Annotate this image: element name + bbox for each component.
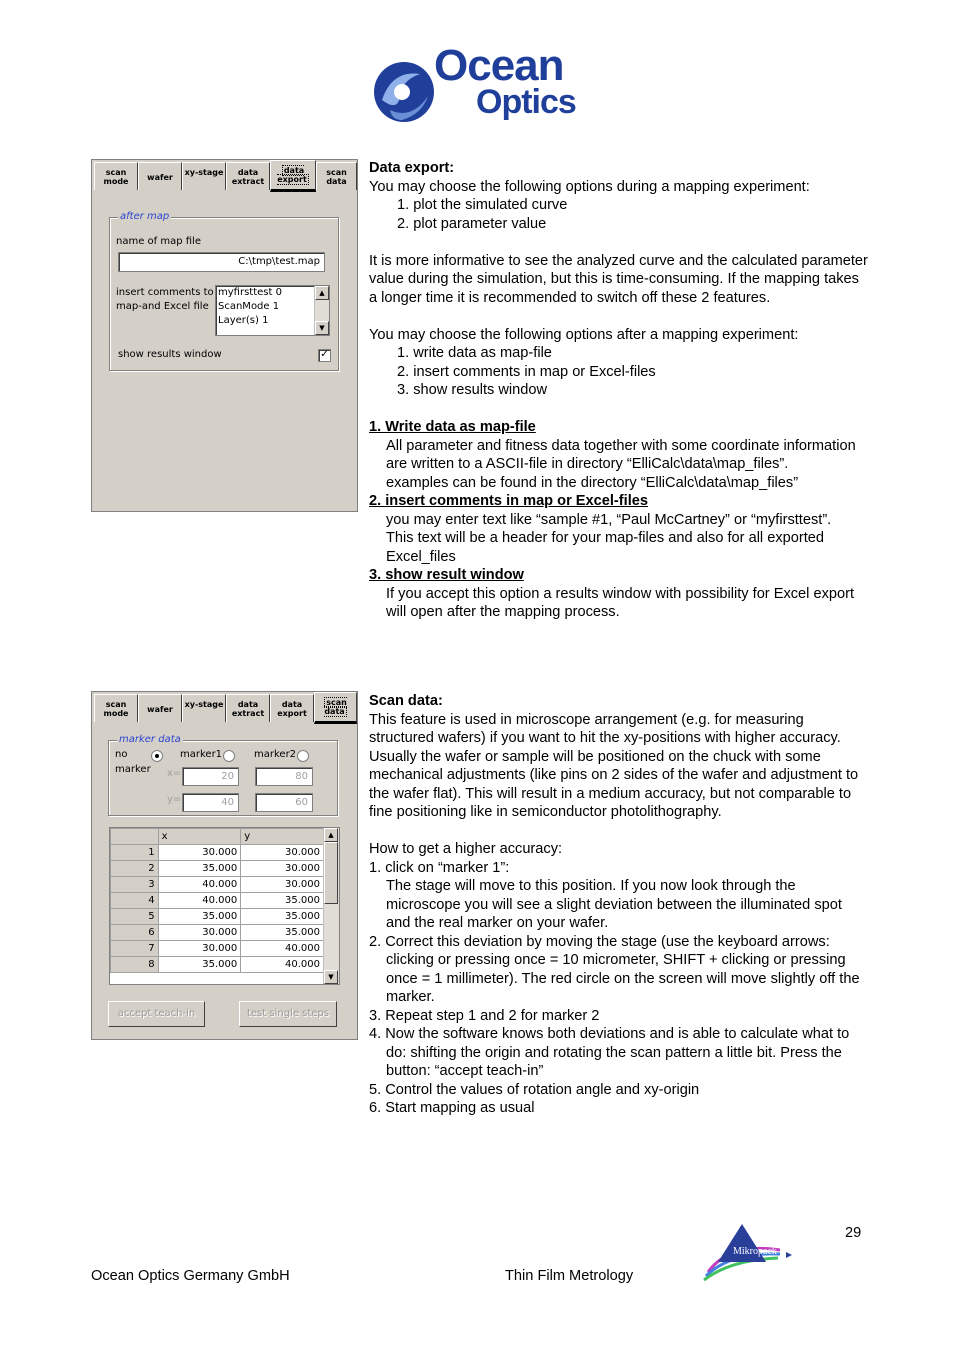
tab-bar [92, 160, 357, 192]
marker1-radio[interactable] [223, 750, 235, 762]
tab-data-extract[interactable] [226, 694, 270, 722]
tab-xy-stage[interactable] [182, 694, 226, 722]
cell-x[interactable]: 30.000 [158, 845, 241, 861]
x-label: x= [167, 768, 182, 779]
table-scrollbar[interactable] [323, 828, 339, 984]
paragraph: you may enter text like “sample #1, “Paul McCartney” or “myfirsttest”. [386, 511, 832, 528]
cell-y[interactable]: 30.000 [241, 845, 324, 861]
cell-x[interactable]: 35.000 [158, 909, 241, 925]
group-title: after map [120, 211, 170, 222]
logo-optics-text: Optics [476, 83, 576, 121]
paragraph: The stage will move to this position. If you now look through the microscope you will see a slight deviation between the illuminated spot and the real marker on your wafer. [386, 878, 842, 931]
row-number: 3 [111, 877, 159, 893]
marker2-label: marker2 [254, 749, 297, 760]
data-export-text [369, 159, 869, 622]
list-item: 1. plot the simulated curve [397, 197, 568, 213]
map-file-label: name of map file [116, 236, 201, 247]
tab-bar [92, 692, 357, 724]
tab-label: data extract [231, 168, 265, 186]
table-row[interactable] [111, 909, 324, 925]
cell-x[interactable]: 40.000 [158, 877, 241, 893]
step-item: 4. Now the software knows both deviations and is able to calculate what to do: shifting the origin and rotating the scan pattern a little bit. Press the button: “accept teach-in” [369, 1026, 850, 1079]
scroll-down-icon[interactable]: ▼ [315, 321, 329, 335]
scan-points-grid [110, 828, 324, 973]
marker1-label: marker1 [180, 749, 223, 760]
cell-x[interactable]: 30.000 [158, 941, 241, 957]
comments-label: map-and Excel file [116, 301, 209, 312]
column-header-y: y [241, 829, 324, 845]
data-export-panel [91, 159, 358, 512]
map-file-input[interactable]: C:\tmp\test.map [118, 252, 325, 272]
show-results-label: show results window [118, 349, 222, 360]
scan-data-text [369, 692, 869, 1118]
ocean-optics-logo [372, 42, 602, 134]
show-results-checkbox[interactable]: ✓ [318, 349, 331, 362]
marker1-x-input[interactable]: 20 [182, 767, 239, 786]
tab-data-export[interactable] [270, 160, 316, 192]
cell-y[interactable]: 40.000 [241, 957, 324, 973]
table-header-row [111, 829, 324, 845]
scan-data-panel [91, 691, 358, 1040]
step-item: 2. Correct this deviation by moving the stage (use the keyboard arrows: clicking or pressing once = 10 micrometer, SHIFT + clicking or pressing once = 1 millimeter). The red circle on the screen will move slightly off the marker. [369, 933, 860, 1005]
section-title: Data export: [369, 160, 455, 176]
tab-label: scan data [324, 698, 347, 716]
paragraph: All parameter and fitness data together with some coordinate information are written to a ASCII-file in directory “ElliCalc\data\map_files”. [386, 437, 856, 472]
row-number: 1 [111, 845, 159, 861]
scroll-up-icon[interactable]: ▲ [315, 286, 329, 300]
mikropack-logo [700, 1222, 795, 1282]
tab-label: data export [277, 166, 307, 184]
paragraph: This text will be a header for your map-files and also for all exported Excel_files [386, 530, 825, 565]
marker2-radio[interactable] [297, 750, 309, 762]
wave-logo-icon [372, 50, 436, 130]
paragraph: You may choose the following options after a mapping experiment: [369, 326, 799, 343]
step-item: 3. Repeat step 1 and 2 for marker 2 [369, 1007, 600, 1024]
tab-xy-stage[interactable] [182, 162, 226, 190]
accept-teach-in-button[interactable]: accept teach-in [108, 1001, 205, 1027]
tab-label: xy-stage [184, 168, 224, 177]
cell-y[interactable]: 30.000 [241, 861, 324, 877]
corner-header [111, 829, 159, 845]
paragraph: You may choose the following options during a mapping experiment: [369, 178, 810, 195]
paragraph: It is more informative to see the analyzed curve and the calculated parameter value during the simulation, but this is time-consuming. If the mapping takes a longer time it is recommended to switch off these 2 features. [369, 252, 868, 306]
marker2-y-input[interactable]: 60 [255, 793, 313, 812]
row-number: 5 [111, 909, 159, 925]
tab-wafer[interactable] [138, 694, 182, 722]
table-row[interactable] [111, 845, 324, 861]
logo-ocean-text: Ocean [434, 41, 564, 90]
step-item: 5. Control the values of rotation angle and xy-origin [369, 1081, 700, 1098]
no-marker-label: marker [115, 764, 151, 775]
cell-y[interactable]: 35.000 [241, 909, 324, 925]
paragraph: Usually the wafer or sample will be positioned on the chuck with some mechanical adjustments (like pins on 2 sides of the wafer and adjustment to the wafer flat). This will result in a medium accuracy, but not comparable to fine positioning like in semiconductor photolithography. [369, 748, 859, 820]
tab-data-extract[interactable] [226, 162, 270, 190]
mikropack-text: Mikropack [733, 1246, 777, 1257]
tab-label: data extract [231, 700, 265, 718]
list-item: 2. plot parameter value [397, 215, 547, 232]
step-item: 6. Start mapping as usual [369, 1100, 535, 1116]
no-marker-label: no [115, 749, 128, 760]
tab-scan-mode[interactable] [94, 162, 138, 190]
tab-label: scan data [326, 168, 347, 186]
table-row[interactable] [111, 925, 324, 941]
y-label: y= [167, 794, 182, 805]
test-single-steps-button[interactable]: test single steps [239, 1001, 337, 1027]
cell-x[interactable]: 35.000 [158, 957, 241, 973]
after-map-group [109, 211, 339, 371]
marker-data-group [108, 734, 338, 816]
tab-label: scan mode [103, 168, 129, 186]
list-item: 2. insert comments in map or Excel-files [397, 363, 656, 380]
tab-label: data export [277, 700, 307, 718]
page-number: 29 [845, 1225, 862, 1241]
step-item: 1. click on “marker 1”: [369, 859, 510, 876]
list-item: 1. write data as map-file [397, 345, 552, 361]
comments-listbox[interactable] [215, 285, 330, 336]
scroll-down-icon[interactable]: ▼ [324, 970, 338, 984]
comment-line: ScanMode 1 [218, 301, 280, 312]
tab-label: wafer [147, 173, 173, 182]
paragraph: How to get a higher accuracy: [369, 841, 563, 857]
paragraph: examples can be found in the directory “ElliCalc\data\map_files” [386, 474, 799, 491]
row-number: 7 [111, 941, 159, 957]
table-row[interactable] [111, 941, 324, 957]
cell-y[interactable]: 30.000 [241, 877, 324, 893]
comments-label: insert comments to [116, 287, 214, 298]
table-row[interactable] [111, 957, 324, 973]
subheading: 2. insert comments in map or Excel-files [369, 493, 648, 509]
table-row[interactable] [111, 861, 324, 877]
cell-x[interactable]: 40.000 [158, 893, 241, 909]
tab-scan-data[interactable] [316, 162, 357, 190]
tab-label: xy-stage [184, 700, 224, 709]
tab-scan-data[interactable] [314, 692, 357, 724]
table-row[interactable] [111, 893, 324, 909]
scroll-up-icon[interactable]: ▲ [324, 828, 338, 842]
section-title: Scan data: [369, 693, 443, 709]
row-number: 4 [111, 893, 159, 909]
paragraph: If you accept this option a results window with possibility for Excel export will open after the mapping process. [386, 585, 855, 620]
cell-y[interactable]: 35.000 [241, 925, 324, 941]
column-header-x: x [158, 829, 241, 845]
marker2-x-input[interactable]: 80 [255, 767, 313, 786]
tab-scan-mode[interactable] [94, 694, 138, 722]
row-number: 8 [111, 957, 159, 973]
comment-line: Layer(s) 1 [218, 315, 269, 326]
cell-y[interactable]: 35.000 [241, 893, 324, 909]
tab-label: scan mode [103, 700, 129, 718]
scan-points-table[interactable] [109, 827, 340, 985]
subheading: 3. show result window [369, 567, 524, 583]
tab-label: wafer [147, 705, 173, 714]
table-row[interactable] [111, 877, 324, 893]
marker1-y-input[interactable]: 40 [182, 793, 239, 812]
cell-x[interactable]: 35.000 [158, 861, 241, 877]
tab-wafer[interactable] [138, 162, 182, 190]
paragraph: This feature is used in microscope arrangement (e.g. for measuring structured wafers) if you want to hit the xy-positions with higher accuracy. [369, 711, 841, 746]
row-number: 6 [111, 925, 159, 941]
row-number: 2 [111, 861, 159, 877]
cell-y[interactable]: 40.000 [241, 941, 324, 957]
no-marker-radio[interactable] [151, 750, 163, 762]
list-item: 3. show results window [397, 382, 548, 398]
footer-company: Ocean Optics Germany GmbH [91, 1268, 290, 1284]
tab-data-export[interactable] [270, 694, 314, 722]
group-title: marker data [119, 734, 181, 745]
subheading: 1. Write data as map-file [369, 419, 536, 435]
cell-x[interactable]: 30.000 [158, 925, 241, 941]
footer-title: Thin Film Metrology [505, 1268, 634, 1284]
scroll-thumb[interactable] [324, 842, 338, 904]
comments-scrollbar[interactable] [314, 286, 329, 335]
comment-line: myfirsttest 0 [218, 287, 282, 298]
